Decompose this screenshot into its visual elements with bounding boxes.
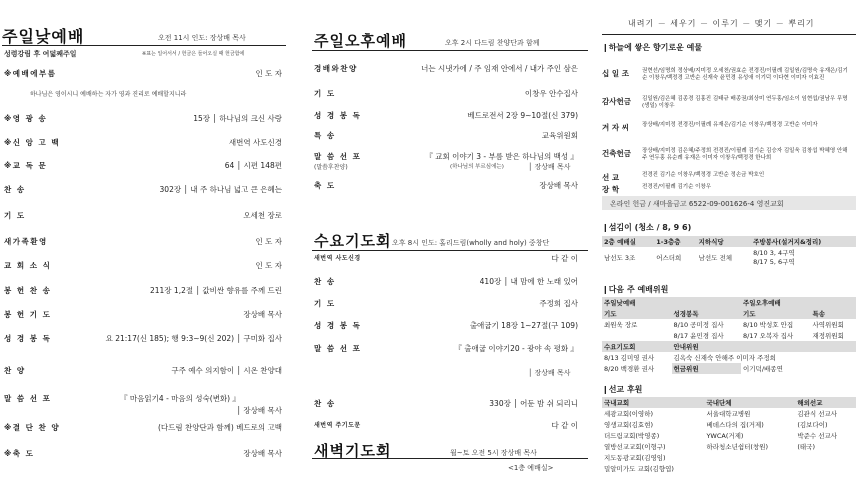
mission-cell: 세광교회(이영하) xyxy=(604,410,654,418)
afternoon-service-title: 주일오후예배 xyxy=(314,32,407,50)
order-content: 302장 │ 내 주 하나님 넓고 큰 은혜는 xyxy=(159,185,282,194)
nw-head2: 특송 xyxy=(812,310,826,318)
order-row xyxy=(314,343,586,355)
offering-names: 장상배/지미정 김은혜/주정희 전경진/이필례 김기순 김승자 김일욱 김창섭 박혜영 안해주 연두홍 유순례 유재은 이미자 이창우/백정경 한나희 xyxy=(642,148,848,161)
order-leader: 인 도 자 xyxy=(255,237,282,246)
nw-cell: 사역위원회 xyxy=(812,321,844,329)
wed-cell: 이기덕/배종연 xyxy=(743,365,783,373)
order-label: 찬 송 xyxy=(314,399,336,408)
mission-cell: 열방선교교회(이형구) xyxy=(604,443,666,451)
order-label: ※신 앙 고 백 xyxy=(4,138,61,147)
offering-kind: 선 교 xyxy=(602,173,620,182)
offering-row xyxy=(602,68,852,82)
sermon-note: (하나님의 부르심에는) xyxy=(450,164,504,170)
order-content: 『 출애굽 이야기20 - 광야 속 평화 』 xyxy=(454,344,578,353)
order-content: 베드로전서 2장 9~10절(신 379) xyxy=(467,111,578,120)
order-leader: 인 도 자 xyxy=(255,261,282,270)
afternoon-rule xyxy=(312,50,588,51)
order-content: 15장 │ 하나님의 크신 사랑 xyxy=(193,114,282,123)
order-label: 찬 송 xyxy=(4,185,26,194)
order-label: 새번역 주기도문 xyxy=(314,422,361,429)
order-label: 축 도 xyxy=(314,181,336,190)
order-label: 기 도 xyxy=(314,299,336,308)
nw-head2: 성경봉독 xyxy=(673,310,699,318)
order-row xyxy=(314,88,586,100)
order-row xyxy=(314,130,586,142)
afternoon-pastor: │ 장상배 목사 xyxy=(528,163,571,171)
offering-row xyxy=(602,96,852,110)
standing-note: ※표는 일어서서 / 헌금은 들어오실 때 헌금함에 xyxy=(142,51,245,57)
order-leader: 장상배 목사 xyxy=(243,449,282,458)
att-cell: 남선도 3조 xyxy=(604,253,636,262)
order-content: (다드림 찬양단과 함께) 베드로의 고백 xyxy=(157,423,282,432)
order-label: 말 씀 선 포 xyxy=(314,344,362,353)
nw-cell: 최원욱 장로 xyxy=(604,321,638,329)
order-content: 주정희 집사 xyxy=(539,299,578,308)
order-row xyxy=(0,137,290,149)
offering-kind: 십 일 조 xyxy=(602,69,629,78)
nw-cell: 재정위원회 xyxy=(812,332,844,340)
order-content: 새번역 사도신경 xyxy=(228,138,282,147)
nw-cell: 8/17 오복자 집사 xyxy=(743,332,794,340)
order-row xyxy=(0,210,290,222)
church-motto: 내려기 － 세우기 － 이루기 － 맺기 － 뿌리기 xyxy=(628,19,815,28)
order-row xyxy=(0,160,290,172)
nw-cell xyxy=(602,330,672,341)
wed-cell: 8/13 김미영 권사 xyxy=(604,354,655,362)
order-label: ※영 광 송 xyxy=(4,114,48,123)
mission-cell xyxy=(795,463,856,474)
offering-kind: 감사헌금 xyxy=(602,97,631,106)
nw-cell: 8/10 박성호 안집 xyxy=(743,321,794,329)
wednesday-pastor: │ 장상배 목사 xyxy=(528,369,571,377)
order-row xyxy=(314,276,586,288)
nw-head: 주일낮예배 xyxy=(604,299,636,307)
order-label: 찬 양 xyxy=(4,366,26,375)
kitchen-duty-2: 8/17 5, 6구역 xyxy=(753,258,795,266)
order-row xyxy=(314,320,586,332)
mission-cell: 더드림교회(박영종) xyxy=(604,432,660,440)
order-row xyxy=(0,393,290,415)
sunday-morning-column xyxy=(0,0,290,481)
mission-cell: (태국) xyxy=(797,443,815,451)
motto-rule xyxy=(602,34,856,35)
next-week-title: ❙다음 주 예배위원 xyxy=(602,285,669,294)
order-row xyxy=(314,420,586,432)
order-label: 경배와찬양 xyxy=(314,64,358,73)
order-label: 말 씀 선 포 xyxy=(314,152,362,161)
order-label: 성 경 봉 독 xyxy=(314,321,362,330)
mission-cell: 김관식 선교사 xyxy=(797,410,838,418)
order-row xyxy=(0,285,290,297)
order-label: 찬 송 xyxy=(314,277,336,286)
order-leader: │ 장상배 목사 xyxy=(236,406,282,415)
nw-head xyxy=(672,297,742,308)
sermon-sub: (말씀후찬양) xyxy=(314,164,348,171)
order-row xyxy=(0,365,290,377)
order-row xyxy=(0,309,290,321)
info-column xyxy=(598,0,860,481)
order-label: ※결 단 찬 양 xyxy=(4,423,61,432)
order-leader: 인 도 자 xyxy=(255,69,282,78)
mission-table xyxy=(602,397,856,474)
order-content: 64 │ 시편 148편 xyxy=(224,161,282,170)
kitchen-duty-1: 8/10 3, 4구역 xyxy=(753,249,795,257)
nw-cell: 8/10 공미정 집사 xyxy=(673,321,724,329)
order-label: 기 도 xyxy=(4,211,26,220)
offering-kind: 장 학 xyxy=(602,185,620,194)
order-label: 성 경 봉 독 xyxy=(4,334,52,343)
prelude-note: 하나님은 영이시니 예배하는 자가 영과 진리로 예배할지니라 xyxy=(30,91,187,98)
wed-head: 헌금위원 xyxy=(672,363,742,374)
order-row xyxy=(0,448,290,460)
att-cell xyxy=(751,247,856,267)
nw-head: 주일오후예배 xyxy=(743,299,781,307)
att-cell: 어스더희 xyxy=(656,253,682,262)
order-row xyxy=(314,110,586,122)
order-leader: 장상배 목사 xyxy=(243,310,282,319)
account-box xyxy=(602,196,856,210)
offering-row xyxy=(602,148,852,162)
mission-cell xyxy=(704,452,795,463)
next-week-table xyxy=(602,297,856,374)
att-head-0: 2층 예배실 xyxy=(604,238,636,246)
liturgical-subtitle: 성령강림 후 여덟째주일 xyxy=(4,50,77,58)
order-label: 교 회 소 식 xyxy=(4,261,52,270)
mission-cell: 영생교회(김효현) xyxy=(604,421,654,429)
order-content: 211장 1,2절 │ 값비싼 향유를 주께 드린 xyxy=(149,286,282,295)
order-content: 『 마음읽기4 - 마음의 성숙(변화) 』 xyxy=(120,394,240,403)
order-content: 330장 │ 어둔 밤 쉬 되리니 xyxy=(489,399,578,408)
title-rule xyxy=(2,45,286,46)
order-row xyxy=(314,180,586,192)
order-label: 새가족환영 xyxy=(4,237,48,246)
order-row xyxy=(0,422,290,434)
offering-names: 장상배/지미정 전경진/이필례 유재은/김기순 이창우/백정경 고반순 이미자 xyxy=(642,122,818,128)
order-row xyxy=(314,253,586,265)
mission-cell: 밀알미가도 교회(김향엽) xyxy=(604,465,674,473)
offering-names: 전경진 김기순 이창우/백정경 고반순 정손금 박호인 xyxy=(642,172,765,178)
wed-head: 안내위원 xyxy=(673,343,699,351)
offering-names: 김일원/김은혜 김종경 김홍진 김태규 배종권/최상미 연두홍/임소이 임현섭/권남우 무명 (생일) 이창우 xyxy=(642,96,848,109)
order-content: 『 교회 이야기 3 - 부름 받은 하나님의 백성 』 xyxy=(425,152,578,161)
afternoon-service-time: 오후 2시 다드림 찬양단과 함께 xyxy=(445,39,540,47)
order-label: ※축 도 xyxy=(4,449,35,458)
account-text: 온라인 헌금 / 새마을금고 6522-09-001626-4 영진교회 xyxy=(610,200,784,208)
dawn-rule xyxy=(312,458,588,459)
order-row xyxy=(0,333,290,345)
order-label: 봉 헌 기 도 xyxy=(4,310,52,319)
order-row xyxy=(0,236,290,248)
order-row xyxy=(0,113,290,125)
order-content: 출애굽기 18장 1~27절(구 109) xyxy=(469,321,578,330)
order-label: 기 도 xyxy=(314,89,336,98)
sunday-service-time: 오전 11시 인도: 장상배 목사 xyxy=(158,34,246,42)
order-content: 410장 │ 내 맘에 한 노래 있어 xyxy=(479,277,578,286)
wednesday-time: 오후 8시 인도: 홀리드림(wholly and holy) 중창단 xyxy=(392,239,550,247)
dawn-title: 새벽기도회 xyxy=(314,442,392,460)
order-label: ※예배에부름 xyxy=(4,69,57,78)
mission-cell xyxy=(795,452,856,463)
nw-head2: 기도 xyxy=(743,310,756,318)
offering-names: 전경진/이필례 김기순 이창우 xyxy=(642,184,712,190)
mission-cell: 박준수 선교사 xyxy=(797,432,838,440)
mission-cell: 베데스다의 집(거제) xyxy=(706,421,764,429)
wed-cell: 김옥숙 신재숙 안해주 이미자 주정희 xyxy=(673,354,776,362)
order-content: 너는 시냇가에 / 주 임재 안에서 / 내가 주인 삼은 xyxy=(421,64,578,73)
mission-cell: 하라청소년쉼터(창원) xyxy=(706,443,769,451)
att-head-1: 1-3층층 xyxy=(656,238,681,246)
dawn-time: 월~토 오전 5시 장상배 목사 xyxy=(450,449,537,457)
order-content: 교육위원회 xyxy=(541,131,578,140)
offering-title: ❙하늘에 쌓은 향기로운 예물 xyxy=(602,43,703,52)
order-content: 구주 예수 의지함이 │ 시온 찬양대 xyxy=(171,366,282,375)
wed-head: 수요기도회 xyxy=(604,343,636,351)
order-content: 다 같 이 xyxy=(551,421,578,430)
mission-cell: 지도동광교회(김영임) xyxy=(604,454,666,462)
att-head-3: 주방봉사(설거지&정리) xyxy=(753,238,822,246)
afternoon-column xyxy=(300,0,590,481)
mission-head: 국내교회 xyxy=(604,399,630,407)
mission-cell xyxy=(704,463,795,474)
attendants-table xyxy=(602,236,856,267)
offering-kind: 건축헌금 xyxy=(602,149,631,158)
order-label: 말 씀 선 포 xyxy=(4,394,52,403)
order-row xyxy=(314,298,586,310)
offering-row xyxy=(602,184,852,195)
order-leader: 오세천 장로 xyxy=(243,211,282,220)
att-head-2: 지하식당 xyxy=(698,238,724,246)
attendants-title: ❙섬김이 (청소 / 8, 9 6) xyxy=(602,223,692,232)
order-label: 성 경 봉 독 xyxy=(314,111,362,120)
offering-row xyxy=(602,122,852,133)
offering-names: 권현선/임명희 정상배/지미정 오세천/권효순 전경진/이필례 김일원/김명숙 유재은/김기순 이창우/백정경 고반순 신재숙 윤민경 유성애 이기덕 이다현 이미자 이효진 xyxy=(642,68,848,81)
offering-kind: 겨 자 씨 xyxy=(602,123,629,132)
order-row xyxy=(314,398,586,410)
wed-cell: 8/20 백경환 권사 xyxy=(604,365,655,373)
order-row xyxy=(0,260,290,272)
mission-cell: 서울대학교병원 xyxy=(706,410,751,418)
att-cell: 남선도 전체 xyxy=(698,253,733,262)
offering-row xyxy=(602,172,852,183)
order-label: ※교 독 문 xyxy=(4,161,48,170)
order-row xyxy=(314,63,586,75)
dawn-location: <1층 예배실> xyxy=(508,464,554,472)
mission-head: 해외선교 xyxy=(797,399,823,407)
order-content: 요 21:17(신 185); 행 9:3~9(신 202) │ 구미화 집사 xyxy=(105,334,282,343)
order-content: 다 같 이 xyxy=(551,254,578,263)
wednesday-title: 수요기도회 xyxy=(314,232,392,250)
nw-head2: 기도 xyxy=(604,310,617,318)
nw-cell: 8/17 윤민경 집사 xyxy=(673,332,724,340)
mission-cell: YWCA(거제) xyxy=(706,432,744,440)
wednesday-rule xyxy=(312,250,588,251)
mission-cell: (김보다이) xyxy=(797,421,828,429)
order-label: 새번역 사도신경 xyxy=(314,255,361,262)
order-content: 이창우 안수집사 xyxy=(524,89,578,98)
order-row xyxy=(0,68,290,80)
mission-title: ❙선교 후원 xyxy=(602,385,643,394)
order-content: 장상배 목사 xyxy=(539,181,578,190)
sunday-service-title: 주일낮예배 xyxy=(2,27,85,46)
mission-head: 국내단체 xyxy=(706,399,732,407)
order-row xyxy=(0,184,290,196)
order-label: 특 송 xyxy=(314,131,336,140)
order-label: 봉 헌 찬 송 xyxy=(4,286,52,295)
